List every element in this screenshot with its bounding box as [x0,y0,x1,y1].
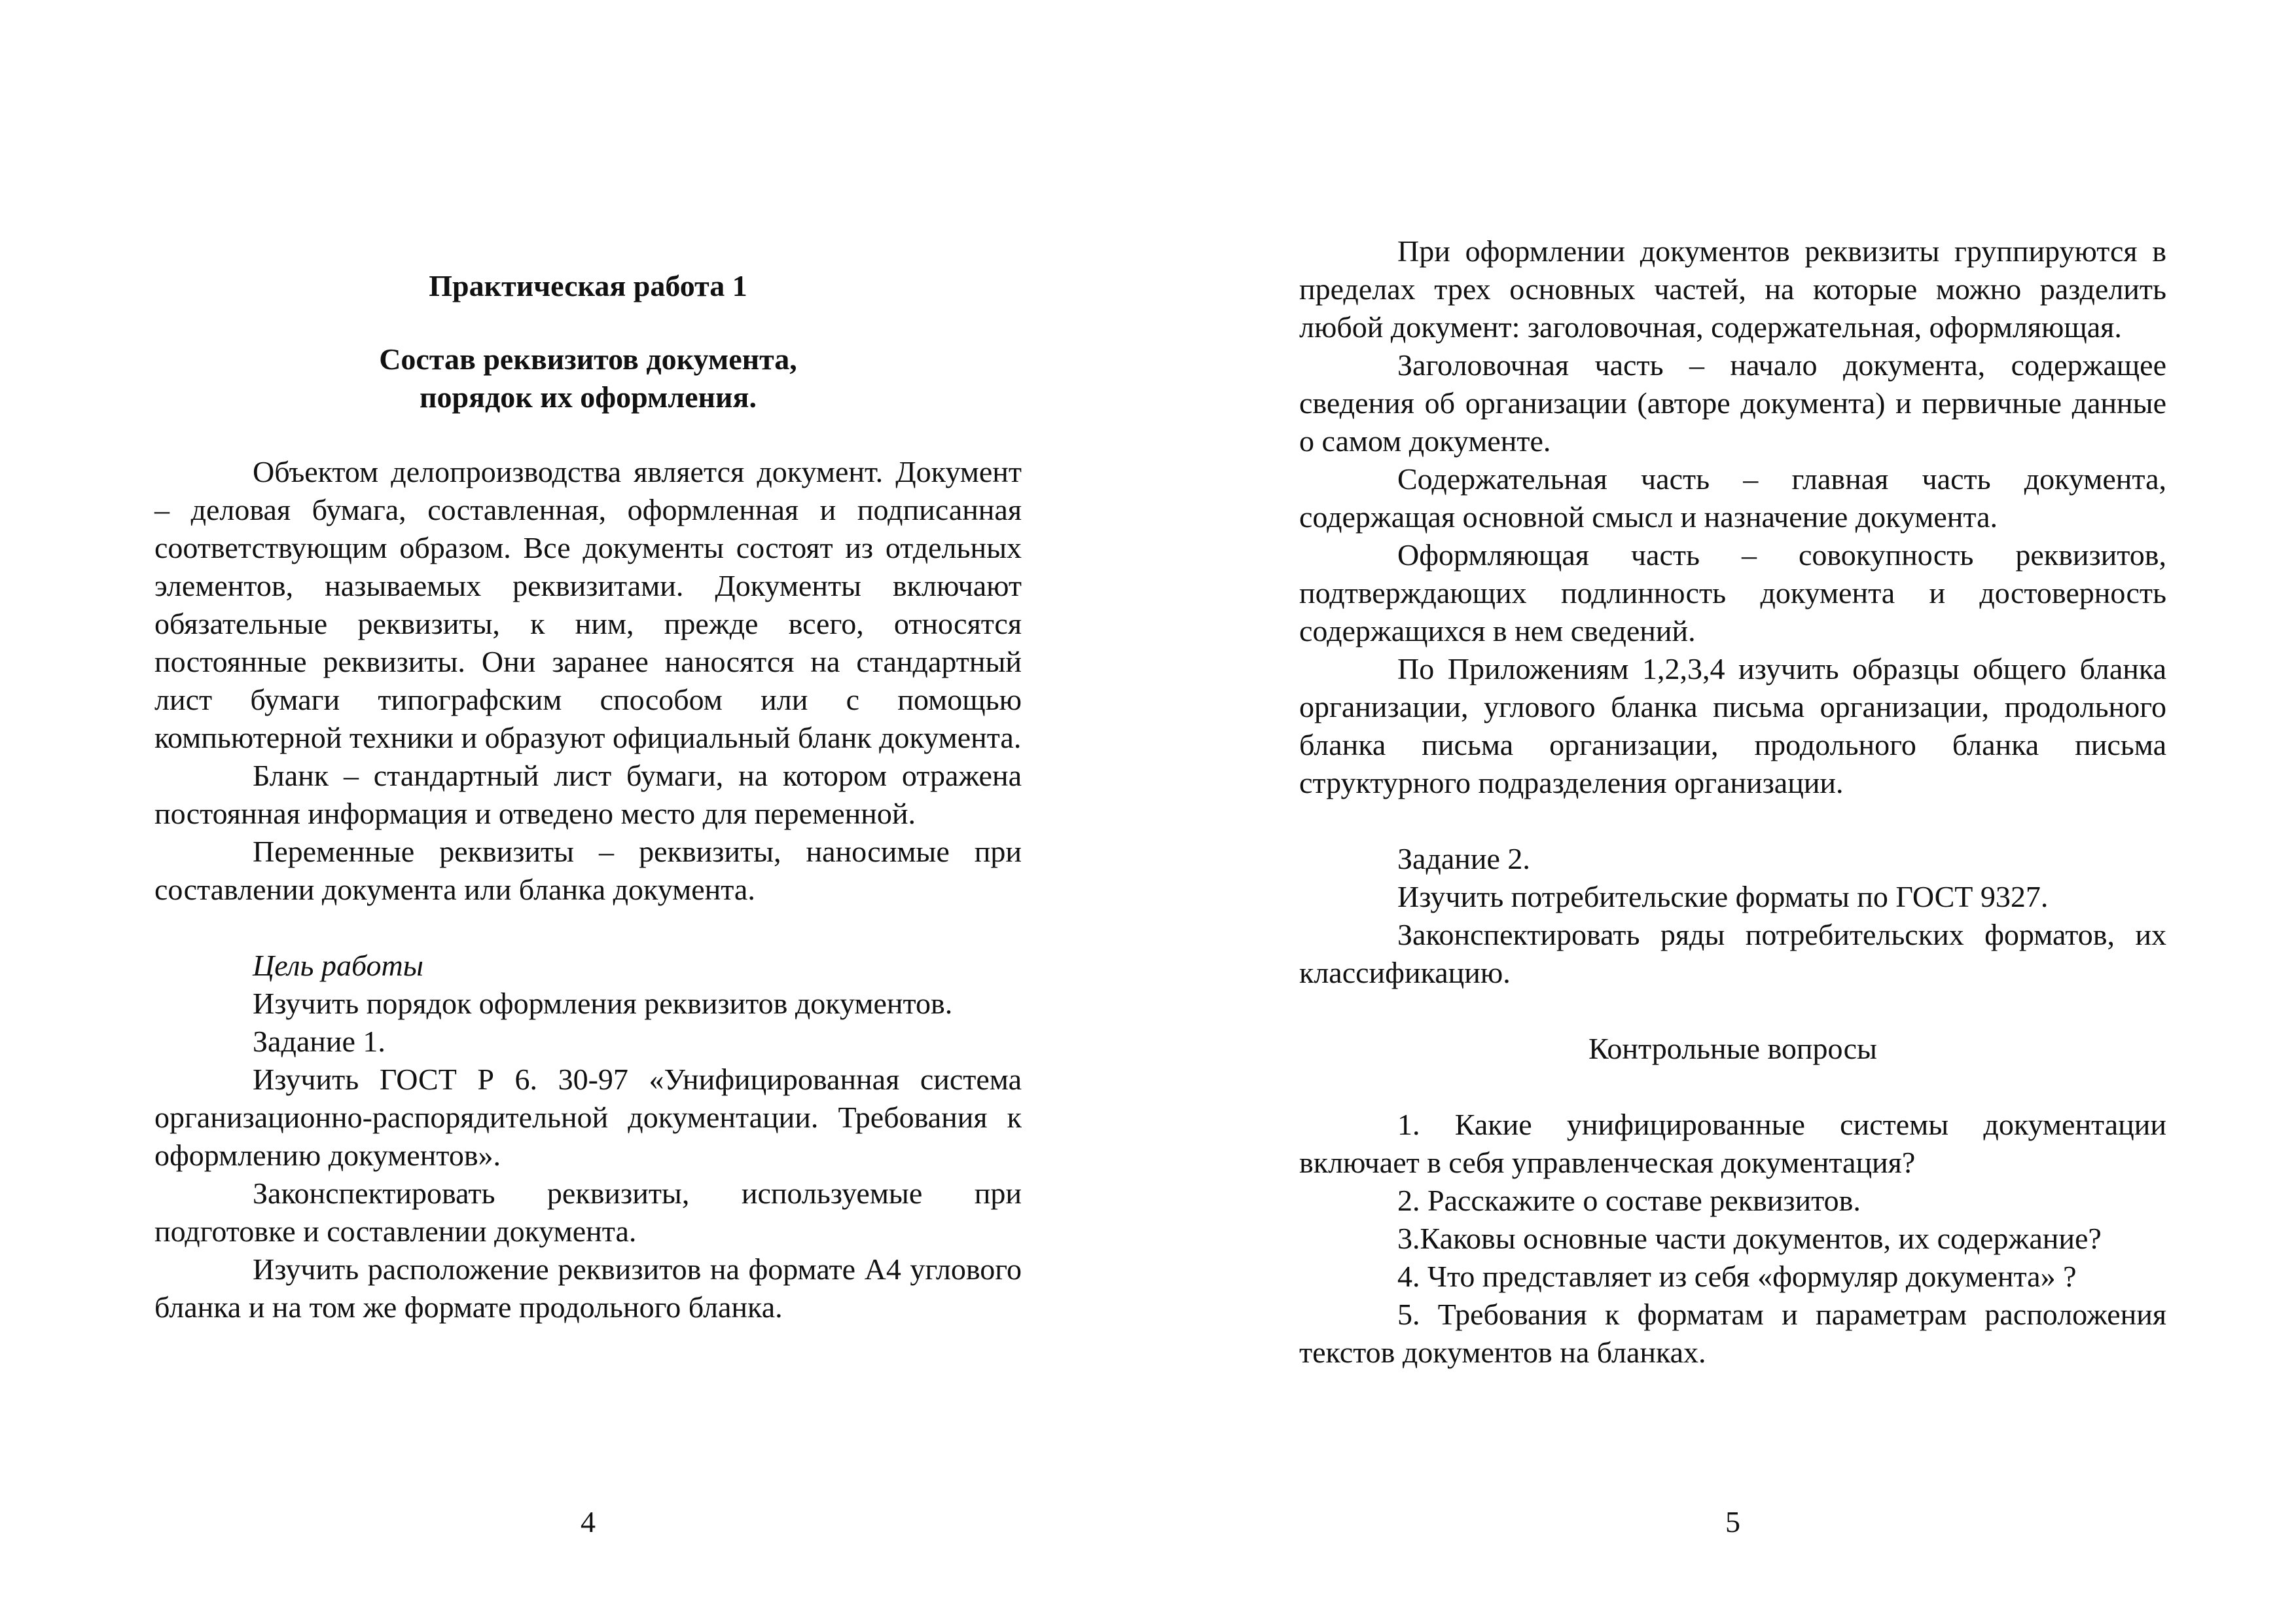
spacer [1299,802,2166,840]
paragraph-grouping: При оформлении документов реквизиты группируются в пределах трех основных частей, на которые можно разделить любой документ: заголовочная, содержательная, оформляющая. [1299,234,2166,344]
question-item: 1. Какие унифицированные системы документации включает в себя управленческая документация? [1299,1108,2166,1179]
goal-heading: Цель работы [253,949,423,982]
task2-paragraph: Изучить потребительские форматы по ГОСТ 9327. [1397,880,2049,913]
spacer [1299,992,2166,1030]
question-item: 3.Каковы основные части документов, их содержание? [1397,1222,2102,1255]
task2-paragraph: Законспектировать ряды потребительских форматов, их классификацию. [1299,918,2166,989]
right-body-text [1299,232,2166,1372]
goal-text: Изучить порядок оформления реквизитов документов. [253,987,953,1020]
question-item: 4. Что представляет из себя «формуляр документа» ? [1397,1260,2077,1293]
spacer [154,909,1022,947]
right-page [1299,0,2166,1623]
left-body-text [154,453,1022,1326]
question-item: 5. Требования к форматам и параметрам расположения текстов документов на бланках. [1299,1298,2166,1369]
paragraph-header-part: Заголовочная часть – начало документа, содержащее сведения об организации (авторе документа) и первичные данные о самом документе. [1299,348,2166,458]
questions-heading: Контрольные вопросы [1588,1032,1877,1065]
page-number: 5 [1725,1505,1740,1539]
paragraph-content-part: Содержательная часть – главная часть документа, содержащая основной смысл и назначение документа. [1299,462,2166,534]
paragraph-blank: Бланк – стандартный лист бумаги, на котором отражена постоянная информация и отведено место для переменной. [154,759,1022,830]
task1-paragraph: Изучить расположение реквизитов на формате А4 углового бланка и на том же формате продольного бланка. [154,1252,1022,1324]
paragraph-formatting-part: Оформляющая часть – совокупность реквизитов, подтверждающих подлинность документа и достоверность содержащихся в нем сведений. [1299,538,2166,647]
paragraph-variable: Переменные реквизиты – реквизиты, наносимые при составлении документа или бланка документа. [154,835,1022,906]
paragraph-appendices: По Приложениям 1,2,3,4 изучить образцы общего бланка организации, углового бланка письма организации, продольного бланка письма организации, продольного бланка письма структурного подразделения организации. [1299,652,2166,799]
task1-paragraph: Законспектировать реквизиты, используемые при подготовке и составлении документа. [154,1176,1022,1248]
task1-paragraph: Изучить ГОСТ Р 6. 30-97 «Унифицированная система организационно-распорядительной документации. Требования к оформлению документов». [154,1063,1022,1172]
page-number: 4 [581,1505,596,1539]
paragraph-object: Объектом делопроизводства является документ. Документ – деловая бумага, составленная, оформленная и подписанная соответствующим образом. Все документы состоят из отдельных элементов, называемых реквизитами. Документы включают обязательные реквизиты, к ним, прежде всего, относятся постоянные реквизиты. Они заранее наносятся на стандартный лист бумаги типографским способом или с помощью компьютерной техники и образуют официальный бланк документа. [154,455,1022,754]
subtitle-line-1: Состав реквизитов документа, [379,342,797,376]
left-page [154,0,1022,1623]
question-item: 2. Расскажите о составе реквизитов. [1397,1184,1861,1217]
subtitle-line-2: порядок их оформления. [420,380,757,414]
spacer [1299,1068,2166,1106]
task2-heading: Задание 2. [1397,842,1530,875]
task1-heading: Задание 1. [253,1025,386,1058]
page-title: Практическая работа 1 [429,269,747,302]
